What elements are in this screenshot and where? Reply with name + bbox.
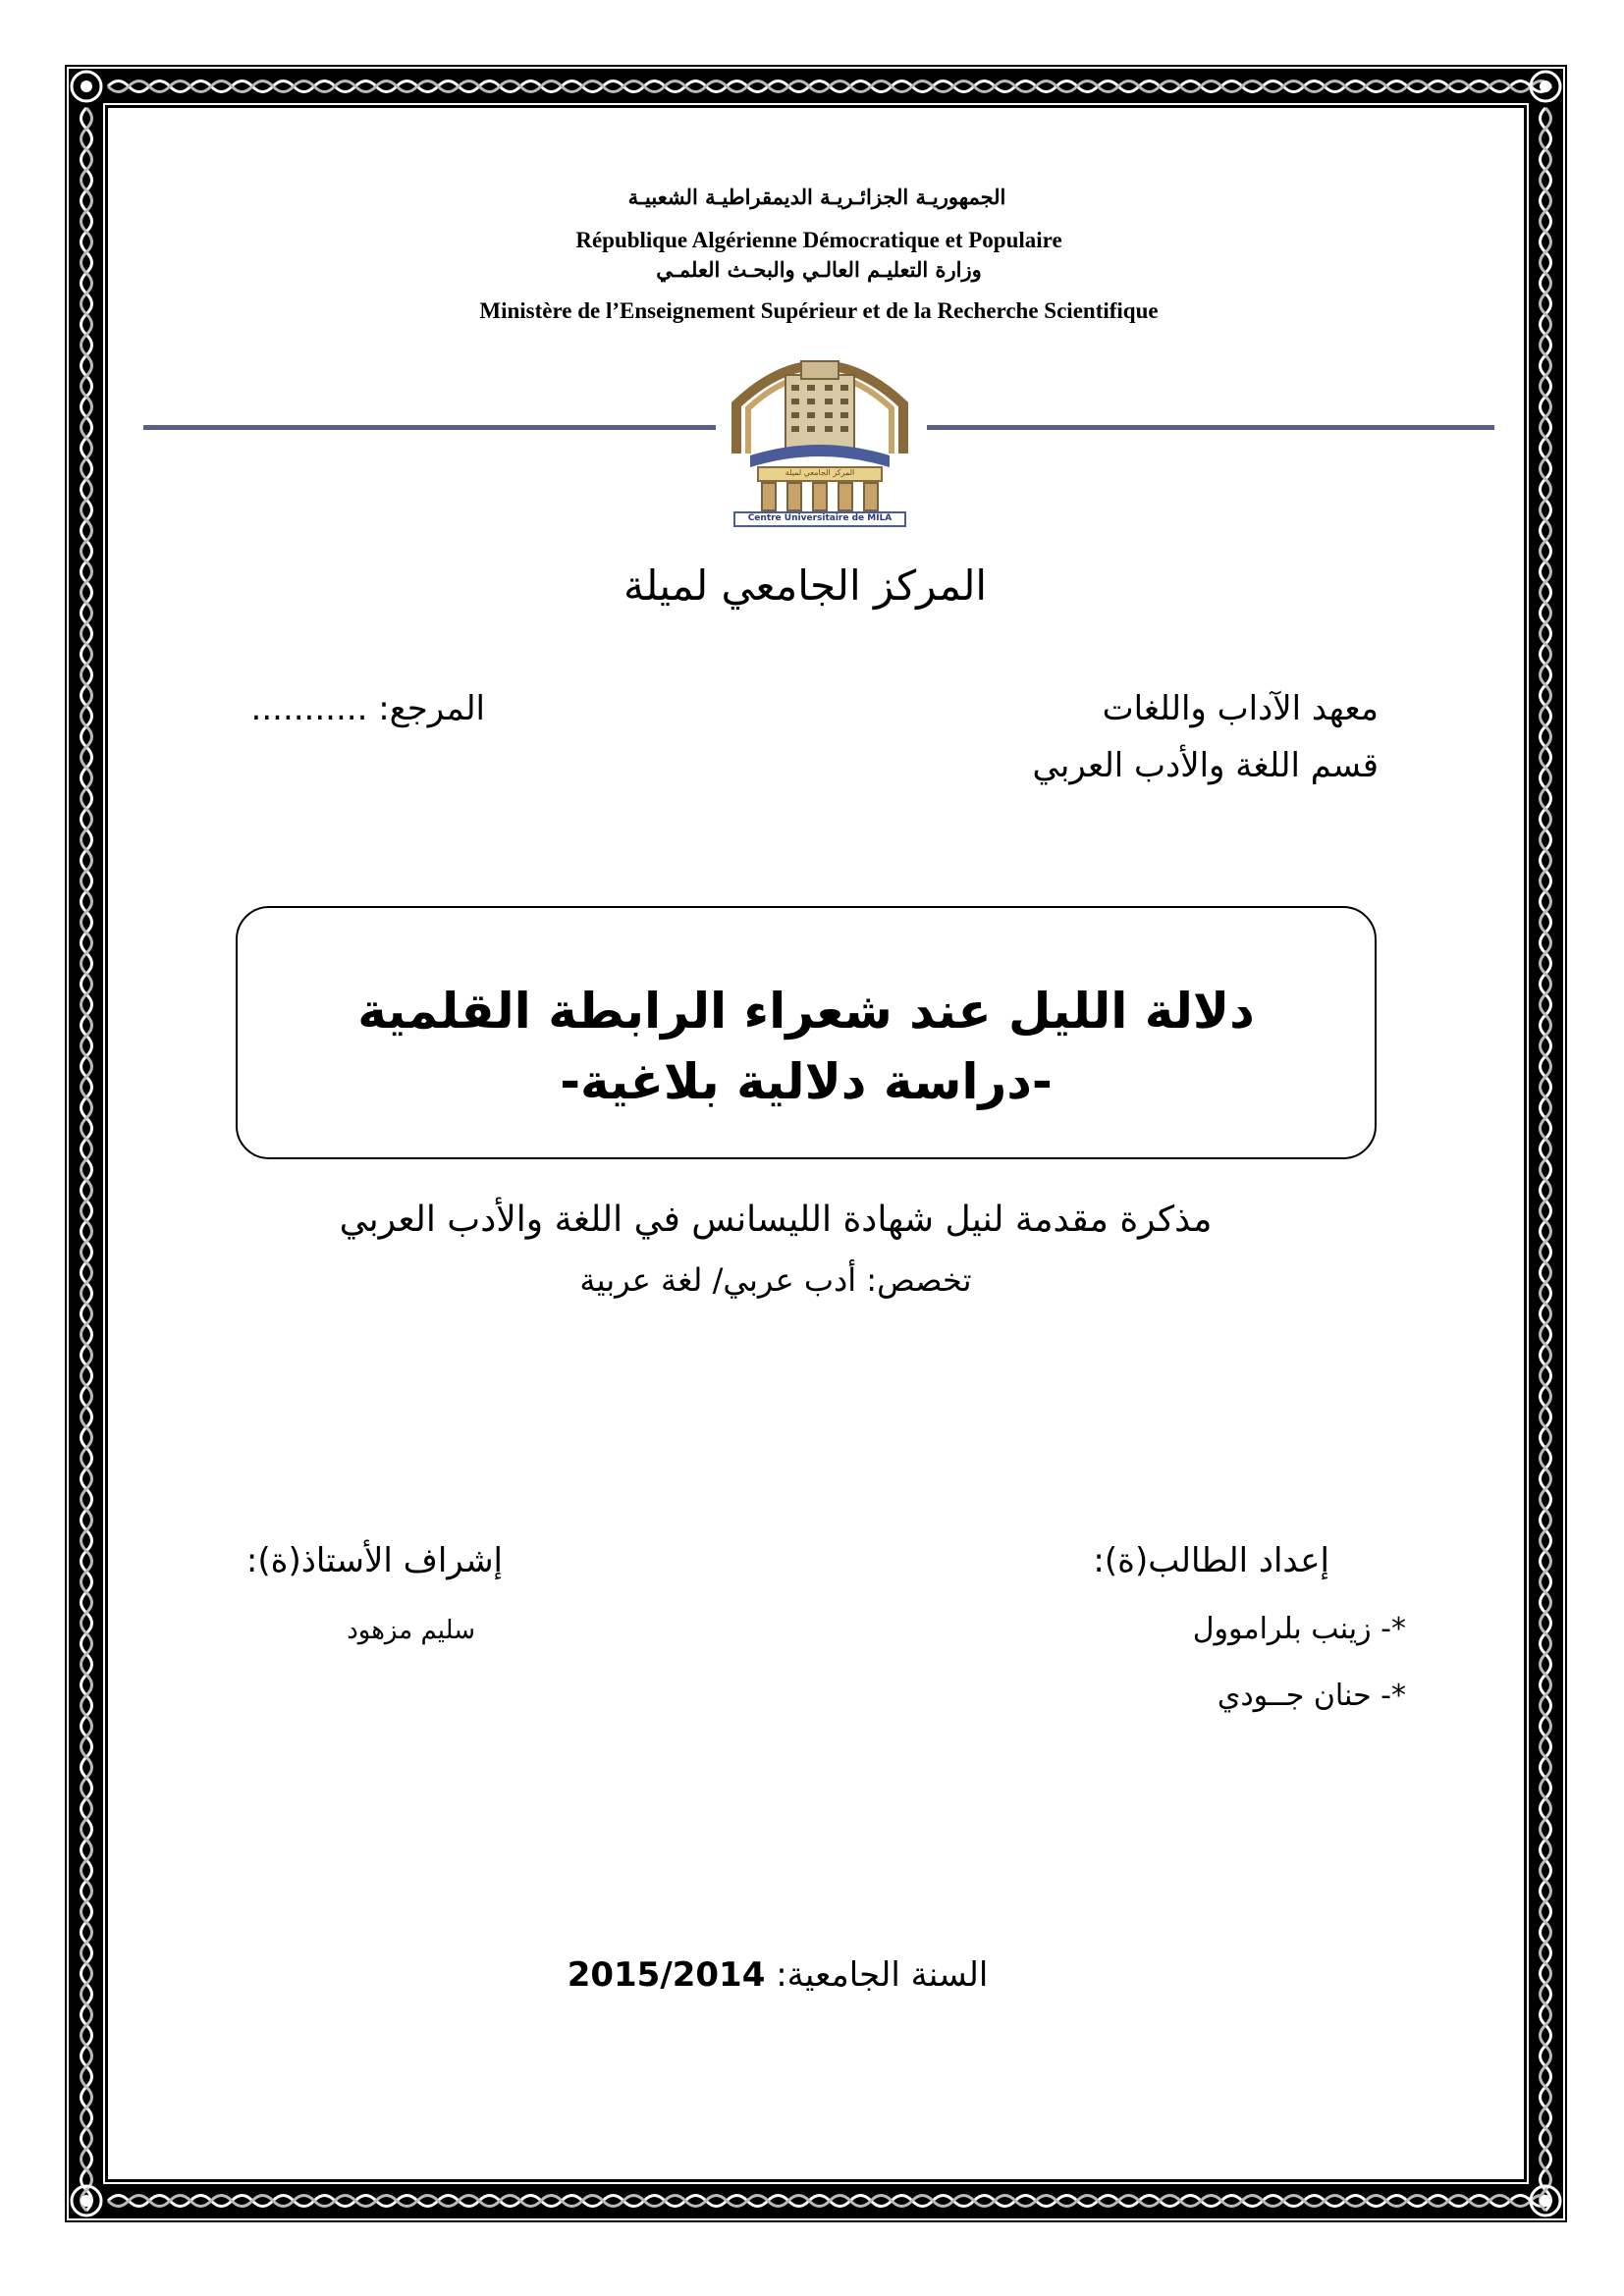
supervisor-label: إشراف الأستاذ(ة):: [245, 1541, 503, 1580]
department-name: قسم اللغة والأدب العربي: [1032, 746, 1379, 785]
supervisor-name: سليم مزهود: [347, 1616, 475, 1645]
thesis-subtitle: مذكرة مقدمة لنيل شهادة الليسانس في اللغة والأدب العربي: [339, 1200, 1213, 1240]
republic-french: République Algérienne Démocratique et Populaire: [575, 228, 1062, 252]
border-corner-dot: [1540, 80, 1551, 92]
student-bullet: *-: [1380, 1679, 1406, 1713]
left-divider: [143, 425, 716, 430]
border-corner-dot: [81, 80, 92, 92]
border-corner-dot: [1540, 2195, 1551, 2207]
logo-caption: Centre Universitaire de MILA: [747, 513, 893, 523]
institution-name: المركز الجامعي لميلة: [623, 561, 988, 610]
academic-year-label: السنة الجامعية:: [776, 1955, 989, 1995]
border-corner-dot: [81, 2195, 92, 2207]
institute-name: معهد الآداب واللغات: [1102, 689, 1379, 728]
thesis-title-line-1: دلالة الليل عند شعراء الرابطة القلمية: [357, 983, 1255, 1040]
thesis-specialty: تخصص: أدب عربي/ لغة عربية: [579, 1261, 972, 1299]
right-divider: [927, 425, 1494, 430]
student-row-2: [1218, 1679, 1406, 1713]
reference-field: المرجع: ...........: [250, 689, 485, 728]
students-label: إعداد الطالب(ة):: [1093, 1541, 1329, 1580]
logo-banner-text: المركز الجامعي لميلة: [785, 468, 855, 477]
ministry-french: Ministère de l’Enseignement Supérieur et de la Recherche Scientifique: [479, 298, 1159, 323]
university-logo: [729, 336, 911, 528]
ministry-arabic: وزارة التعليـم العالـي والبحـث العلمـي: [656, 257, 982, 282]
academic-year: [568, 1955, 989, 1995]
student-row-1: [1193, 1612, 1406, 1646]
thesis-title-box: [236, 906, 1377, 1159]
thesis-title-line-2: -دراسة دلالية بلاغية-: [560, 1053, 1053, 1110]
republic-arabic: الجمهوريـة الجزائـريـة الديمقراطيـة الشعبيـة: [627, 185, 1006, 209]
student-name: حنان جــودي: [1217, 1679, 1372, 1713]
student-bullet: *-: [1380, 1612, 1406, 1646]
academic-year-value: 2015/2014: [567, 1955, 766, 1995]
student-name: زينب بلراموول: [1192, 1612, 1372, 1646]
